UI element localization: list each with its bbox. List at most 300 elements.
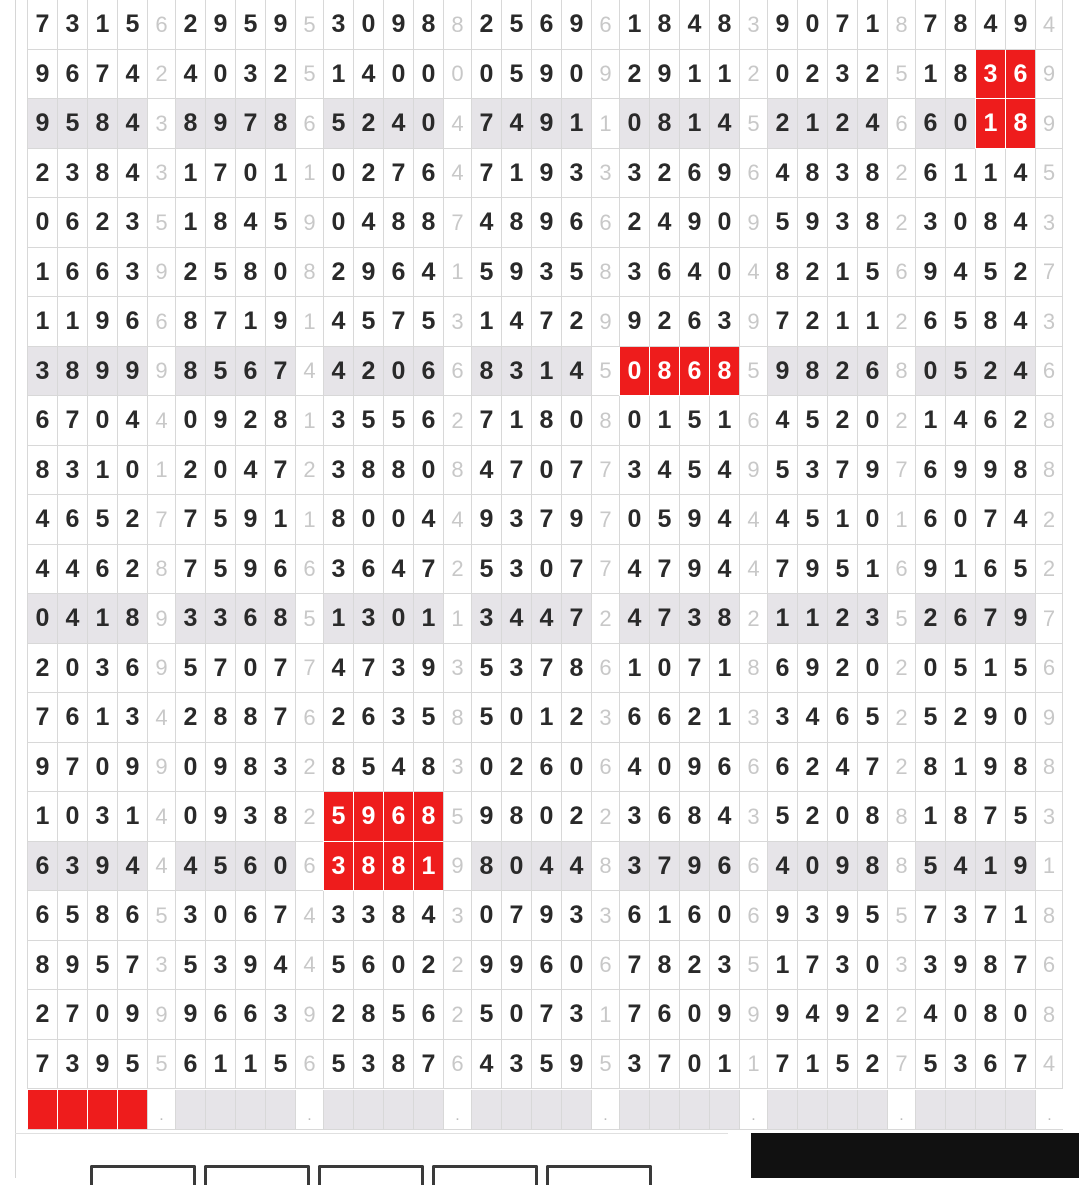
grid-digit[interactable]: 8 — [323, 743, 353, 792]
grid-digit[interactable]: 1 — [709, 1040, 739, 1089]
grid-digit[interactable]: 3 — [353, 891, 383, 941]
grid-digit[interactable]: 8 — [975, 198, 1005, 248]
grid-digit[interactable]: 9 — [117, 743, 147, 792]
grid-digit[interactable]: 3 — [915, 198, 945, 248]
grid-digit[interactable]: 4 — [383, 545, 413, 594]
bottom-dark-panel[interactable] — [751, 1133, 1079, 1178]
grid-digit[interactable]: 9 — [797, 198, 827, 248]
grid-digit[interactable]: 3 — [531, 248, 561, 297]
footer-marker-cell[interactable] — [915, 1090, 945, 1130]
grid-digit[interactable]: 8 — [413, 0, 443, 50]
grid-digit[interactable]: 8 — [1005, 743, 1035, 792]
grid-digit[interactable]: 0 — [679, 990, 709, 1040]
grid-digit[interactable]: 3 — [57, 446, 87, 495]
grid-digit[interactable]: 0 — [413, 99, 443, 149]
grid-digit[interactable]: 4 — [709, 545, 739, 594]
grid-digit[interactable]: 9 — [915, 248, 945, 297]
grid-digit[interactable]: 5 — [915, 693, 945, 743]
grid-digit[interactable]: 1 — [767, 941, 797, 990]
grid-digit[interactable]: 2 — [175, 248, 205, 297]
grid-digit[interactable]: 4 — [117, 50, 147, 99]
grid-digit[interactable]: 7 — [87, 50, 117, 99]
grid-digit[interactable]: 5 — [1005, 644, 1035, 693]
grid-digit[interactable]: 4 — [679, 248, 709, 297]
grid-digit[interactable]: 4 — [1005, 198, 1035, 248]
grid-digit[interactable]: 2 — [1005, 396, 1035, 446]
grid-digit[interactable]: 6 — [117, 297, 147, 347]
grid-digit[interactable]: 2 — [797, 297, 827, 347]
grid-digit[interactable]: 1 — [857, 545, 887, 594]
grid-digit[interactable]: 3 — [117, 198, 147, 248]
grid-digit[interactable]: 0 — [915, 347, 945, 396]
grid-digit[interactable]: 0 — [57, 792, 87, 842]
footer-marker-cell[interactable] — [323, 1090, 353, 1130]
grid-digit[interactable]: 6 — [57, 248, 87, 297]
grid-digit[interactable]: 2 — [175, 0, 205, 50]
grid-digit[interactable]: 6 — [649, 693, 679, 743]
grid-digit[interactable]: 1 — [235, 297, 265, 347]
grid-digit[interactable]: 9 — [117, 990, 147, 1040]
grid-digit[interactable]: 5 — [679, 446, 709, 495]
grid-digit[interactable]: 0 — [1005, 693, 1035, 743]
grid-digit[interactable]: 8 — [857, 198, 887, 248]
grid-digit[interactable]: 1 — [797, 99, 827, 149]
grid-digit[interactable]: 9 — [531, 891, 561, 941]
grid-digit[interactable]: 2 — [945, 693, 975, 743]
grid-digit[interactable]: 7 — [175, 495, 205, 545]
grid-digit[interactable]: 7 — [561, 446, 591, 495]
grid-digit[interactable]: 8 — [1005, 99, 1035, 149]
grid-digit[interactable]: 8 — [679, 792, 709, 842]
grid-digit[interactable]: 8 — [353, 990, 383, 1040]
grid-digit[interactable]: 6 — [915, 149, 945, 198]
grid-digit[interactable]: 6 — [915, 446, 945, 495]
grid-digit[interactable]: 5 — [205, 545, 235, 594]
grid-digit[interactable]: 3 — [501, 347, 531, 396]
grid-digit[interactable]: 4 — [175, 842, 205, 891]
grid-digit[interactable]: 9 — [975, 743, 1005, 792]
grid-digit[interactable]: 4 — [797, 990, 827, 1040]
grid-digit[interactable]: 6 — [975, 545, 1005, 594]
grid-digit[interactable]: 9 — [205, 0, 235, 50]
grid-digit[interactable]: 4 — [945, 842, 975, 891]
grid-digit[interactable]: 0 — [619, 396, 649, 446]
grid-digit[interactable]: 8 — [383, 446, 413, 495]
grid-digit[interactable]: 6 — [709, 743, 739, 792]
grid-digit[interactable]: 1 — [323, 50, 353, 99]
grid-digit[interactable]: 8 — [975, 297, 1005, 347]
grid-digit[interactable]: 3 — [945, 1040, 975, 1089]
grid-digit[interactable]: 8 — [175, 99, 205, 149]
grid-digit[interactable]: 1 — [87, 693, 117, 743]
grid-digit[interactable]: 9 — [679, 743, 709, 792]
grid-digit[interactable]: 6 — [945, 594, 975, 644]
grid-digit[interactable]: 4 — [1005, 347, 1035, 396]
grid-digit[interactable]: 2 — [857, 50, 887, 99]
grid-digit[interactable]: 9 — [27, 99, 57, 149]
grid-digit[interactable]: 5 — [561, 248, 591, 297]
grid-digit[interactable]: 1 — [827, 495, 857, 545]
grid-digit[interactable]: 0 — [323, 149, 353, 198]
grid-digit[interactable]: 0 — [205, 446, 235, 495]
grid-digit[interactable]: 0 — [471, 50, 501, 99]
grid-digit[interactable]: 0 — [797, 0, 827, 50]
grid-digit[interactable]: 9 — [915, 545, 945, 594]
grid-digit[interactable]: 4 — [619, 743, 649, 792]
grid-digit[interactable]: 2 — [975, 347, 1005, 396]
grid-digit[interactable]: 0 — [235, 149, 265, 198]
grid-digit[interactable]: 6 — [235, 891, 265, 941]
grid-digit[interactable]: 9 — [531, 99, 561, 149]
grid-digit[interactable]: 3 — [709, 941, 739, 990]
grid-digit[interactable]: 9 — [265, 0, 295, 50]
grid-digit[interactable]: 9 — [561, 1040, 591, 1089]
grid-digit[interactable]: 2 — [797, 248, 827, 297]
grid-digit[interactable]: 7 — [265, 693, 295, 743]
grid-digit[interactable]: 1 — [709, 396, 739, 446]
grid-digit[interactable]: 8 — [975, 941, 1005, 990]
grid-digit[interactable]: 3 — [235, 50, 265, 99]
grid-digit[interactable]: 0 — [27, 198, 57, 248]
footer-marker-cell[interactable] — [205, 1090, 235, 1130]
grid-digit[interactable]: 6 — [353, 545, 383, 594]
grid-digit[interactable]: 7 — [265, 891, 295, 941]
grid-digit[interactable]: 1 — [945, 149, 975, 198]
grid-digit[interactable]: 6 — [57, 693, 87, 743]
grid-digit[interactable]: 9 — [767, 0, 797, 50]
grid-digit[interactable]: 5 — [265, 1040, 295, 1089]
grid-digit[interactable]: 3 — [353, 594, 383, 644]
grid-digit[interactable]: 9 — [205, 792, 235, 842]
footer-marker-cell[interactable] — [709, 1090, 739, 1130]
grid-digit[interactable]: 1 — [1005, 891, 1035, 941]
grid-digit[interactable]: 3 — [57, 0, 87, 50]
grid-digit[interactable]: 1 — [619, 0, 649, 50]
grid-digit[interactable]: 4 — [501, 297, 531, 347]
grid-digit[interactable]: 1 — [117, 792, 147, 842]
grid-digit[interactable]: 8 — [857, 792, 887, 842]
grid-digit[interactable]: 9 — [827, 891, 857, 941]
grid-digit[interactable]: 5 — [915, 842, 945, 891]
grid-digit[interactable]: 8 — [27, 446, 57, 495]
grid-digit[interactable]: 9 — [561, 0, 591, 50]
grid-digit[interactable]: 2 — [619, 198, 649, 248]
grid-digit[interactable]: 2 — [857, 990, 887, 1040]
footer-marker-cell[interactable] — [619, 1090, 649, 1130]
grid-digit[interactable]: 4 — [945, 396, 975, 446]
grid-digit[interactable]: 6 — [235, 990, 265, 1040]
grid-digit[interactable]: 8 — [649, 99, 679, 149]
grid-digit[interactable]: 4 — [767, 495, 797, 545]
grid-digit[interactable]: 6 — [235, 347, 265, 396]
grid-digit[interactable]: 4 — [709, 495, 739, 545]
grid-digit[interactable]: 4 — [797, 693, 827, 743]
toolbar-button[interactable] — [318, 1165, 424, 1185]
grid-digit[interactable]: 6 — [915, 99, 945, 149]
grid-digit[interactable]: 9 — [767, 990, 797, 1040]
grid-digit[interactable]: 2 — [827, 594, 857, 644]
grid-digit[interactable]: 5 — [501, 50, 531, 99]
grid-digit[interactable]: 7 — [767, 1040, 797, 1089]
grid-digit[interactable]: 0 — [531, 545, 561, 594]
grid-digit[interactable]: 9 — [649, 50, 679, 99]
grid-digit[interactable]: 9 — [679, 495, 709, 545]
grid-digit[interactable]: 0 — [679, 1040, 709, 1089]
grid-digit[interactable]: 3 — [797, 891, 827, 941]
grid-digit[interactable]: 0 — [383, 594, 413, 644]
grid-digit[interactable]: 5 — [797, 396, 827, 446]
grid-digit[interactable]: 1 — [205, 1040, 235, 1089]
grid-digit[interactable]: 5 — [235, 0, 265, 50]
grid-digit[interactable]: 7 — [117, 941, 147, 990]
grid-digit[interactable]: 0 — [827, 792, 857, 842]
grid-digit[interactable]: 6 — [1005, 50, 1035, 99]
grid-digit[interactable]: 8 — [265, 792, 295, 842]
grid-digit[interactable]: 0 — [945, 99, 975, 149]
grid-digit[interactable]: 6 — [87, 545, 117, 594]
grid-digit[interactable]: 3 — [235, 792, 265, 842]
grid-digit[interactable]: 4 — [471, 198, 501, 248]
grid-digit[interactable]: 5 — [501, 0, 531, 50]
grid-digit[interactable]: 7 — [413, 545, 443, 594]
grid-digit[interactable]: 5 — [57, 99, 87, 149]
grid-digit[interactable]: 6 — [413, 990, 443, 1040]
grid-digit[interactable]: 3 — [57, 1040, 87, 1089]
grid-digit[interactable]: 3 — [323, 0, 353, 50]
grid-digit[interactable]: 4 — [265, 941, 295, 990]
grid-digit[interactable]: 9 — [501, 248, 531, 297]
grid-digit[interactable]: 2 — [413, 941, 443, 990]
grid-digit[interactable]: 2 — [175, 446, 205, 495]
grid-digit[interactable]: 4 — [649, 198, 679, 248]
grid-digit[interactable]: 0 — [413, 50, 443, 99]
grid-digit[interactable]: 9 — [857, 446, 887, 495]
grid-digit[interactable]: 6 — [383, 248, 413, 297]
grid-digit[interactable]: 1 — [827, 248, 857, 297]
grid-digit[interactable]: 7 — [265, 644, 295, 693]
grid-digit[interactable]: 2 — [827, 644, 857, 693]
grid-digit[interactable]: 7 — [471, 99, 501, 149]
grid-digit[interactable]: 1 — [413, 842, 443, 891]
grid-digit[interactable]: 2 — [797, 50, 827, 99]
grid-digit[interactable]: 5 — [767, 198, 797, 248]
grid-digit[interactable]: 8 — [413, 198, 443, 248]
grid-digit[interactable]: 4 — [531, 842, 561, 891]
grid-digit[interactable]: 5 — [1005, 792, 1035, 842]
grid-digit[interactable]: 3 — [619, 446, 649, 495]
grid-digit[interactable]: 1 — [679, 99, 709, 149]
grid-digit[interactable]: 0 — [709, 198, 739, 248]
grid-digit[interactable]: 6 — [27, 396, 57, 446]
grid-digit[interactable]: 1 — [945, 743, 975, 792]
grid-digit[interactable]: 2 — [1005, 248, 1035, 297]
grid-digit[interactable]: 9 — [471, 941, 501, 990]
grid-digit[interactable]: 9 — [205, 396, 235, 446]
grid-digit[interactable]: 5 — [827, 545, 857, 594]
grid-digit[interactable]: 2 — [857, 1040, 887, 1089]
grid-digit[interactable]: 1 — [709, 693, 739, 743]
grid-digit[interactable]: 9 — [797, 545, 827, 594]
grid-digit[interactable]: 1 — [87, 446, 117, 495]
grid-digit[interactable]: 0 — [561, 50, 591, 99]
grid-digit[interactable]: 3 — [619, 1040, 649, 1089]
grid-digit[interactable]: 7 — [619, 941, 649, 990]
grid-digit[interactable]: 4 — [383, 99, 413, 149]
grid-digit[interactable]: 3 — [87, 644, 117, 693]
grid-digit[interactable]: 6 — [383, 792, 413, 842]
grid-digit[interactable]: 3 — [57, 842, 87, 891]
grid-digit[interactable]: 4 — [27, 495, 57, 545]
grid-digit[interactable]: 5 — [323, 792, 353, 842]
grid-digit[interactable]: 9 — [1005, 842, 1035, 891]
grid-digit[interactable]: 8 — [323, 495, 353, 545]
grid-digit[interactable]: 4 — [323, 644, 353, 693]
grid-digit[interactable]: 7 — [27, 0, 57, 50]
grid-digit[interactable]: 8 — [175, 347, 205, 396]
grid-digit[interactable]: 3 — [117, 248, 147, 297]
grid-digit[interactable]: 3 — [709, 297, 739, 347]
grid-digit[interactable]: 8 — [501, 198, 531, 248]
grid-digit[interactable]: 6 — [235, 594, 265, 644]
grid-digit[interactable]: 4 — [471, 446, 501, 495]
grid-digit[interactable]: 8 — [975, 990, 1005, 1040]
footer-marker-cell[interactable] — [679, 1090, 709, 1130]
grid-digit[interactable]: 3 — [27, 347, 57, 396]
grid-digit[interactable]: 1 — [915, 396, 945, 446]
footer-marker-cell[interactable] — [413, 1090, 443, 1130]
grid-digit[interactable]: 8 — [353, 842, 383, 891]
grid-digit[interactable]: 0 — [175, 792, 205, 842]
grid-digit[interactable]: 5 — [353, 297, 383, 347]
grid-digit[interactable]: 5 — [471, 644, 501, 693]
grid-digit[interactable]: 1 — [501, 396, 531, 446]
grid-digit[interactable]: 6 — [649, 248, 679, 297]
grid-digit[interactable]: 5 — [323, 1040, 353, 1089]
grid-digit[interactable]: 5 — [117, 0, 147, 50]
grid-digit[interactable]: 2 — [235, 396, 265, 446]
grid-digit[interactable]: 2 — [323, 990, 353, 1040]
grid-digit[interactable]: 4 — [117, 396, 147, 446]
grid-digit[interactable]: 5 — [857, 891, 887, 941]
grid-digit[interactable]: 0 — [87, 990, 117, 1040]
grid-digit[interactable]: 7 — [679, 644, 709, 693]
grid-digit[interactable]: 4 — [649, 446, 679, 495]
footer-marker-cell[interactable] — [471, 1090, 501, 1130]
grid-digit[interactable]: 1 — [767, 594, 797, 644]
grid-digit[interactable]: 0 — [857, 495, 887, 545]
grid-digit[interactable]: 1 — [175, 149, 205, 198]
toolbar-button[interactable] — [546, 1165, 652, 1185]
grid-digit[interactable]: 8 — [265, 594, 295, 644]
grid-digit[interactable]: 9 — [471, 495, 501, 545]
grid-digit[interactable]: 9 — [87, 1040, 117, 1089]
grid-digit[interactable]: 4 — [413, 891, 443, 941]
grid-digit[interactable]: 0 — [323, 198, 353, 248]
grid-digit[interactable]: 4 — [679, 0, 709, 50]
grid-digit[interactable]: 1 — [265, 495, 295, 545]
grid-digit[interactable]: 3 — [561, 891, 591, 941]
grid-digit[interactable]: 9 — [205, 99, 235, 149]
grid-digit[interactable]: 9 — [235, 941, 265, 990]
grid-digit[interactable]: 1 — [945, 545, 975, 594]
grid-digit[interactable]: 6 — [117, 644, 147, 693]
grid-digit[interactable]: 5 — [413, 297, 443, 347]
grid-digit[interactable]: 8 — [531, 396, 561, 446]
grid-digit[interactable]: 2 — [501, 743, 531, 792]
grid-digit[interactable]: 9 — [175, 990, 205, 1040]
grid-digit[interactable]: 9 — [413, 644, 443, 693]
grid-digit[interactable]: 3 — [827, 149, 857, 198]
grid-digit[interactable]: 9 — [1005, 594, 1035, 644]
grid-digit[interactable]: 8 — [87, 149, 117, 198]
grid-digit[interactable]: 4 — [323, 297, 353, 347]
grid-digit[interactable]: 9 — [27, 50, 57, 99]
grid-digit[interactable]: 0 — [383, 495, 413, 545]
grid-digit[interactable]: 2 — [353, 149, 383, 198]
grid-digit[interactable]: 5 — [1005, 545, 1035, 594]
grid-digit[interactable]: 3 — [87, 792, 117, 842]
grid-digit[interactable]: 0 — [561, 743, 591, 792]
grid-digit[interactable]: 6 — [975, 1040, 1005, 1089]
grid-digit[interactable]: 0 — [649, 743, 679, 792]
grid-digit[interactable]: 3 — [619, 842, 649, 891]
grid-digit[interactable]: 6 — [827, 693, 857, 743]
grid-digit[interactable]: 3 — [827, 198, 857, 248]
grid-digit[interactable]: 0 — [265, 842, 295, 891]
grid-digit[interactable]: 1 — [797, 1040, 827, 1089]
grid-digit[interactable]: 7 — [471, 149, 501, 198]
grid-digit[interactable]: 5 — [471, 990, 501, 1040]
grid-digit[interactable]: 8 — [383, 198, 413, 248]
grid-digit[interactable]: 9 — [709, 990, 739, 1040]
footer-marker-cell[interactable] — [87, 1090, 117, 1130]
grid-digit[interactable]: 6 — [679, 891, 709, 941]
grid-digit[interactable]: 5 — [205, 248, 235, 297]
grid-digit[interactable]: 7 — [471, 396, 501, 446]
grid-digit[interactable]: 6 — [117, 891, 147, 941]
grid-digit[interactable]: 9 — [531, 149, 561, 198]
grid-digit[interactable]: 9 — [709, 149, 739, 198]
grid-digit[interactable]: 1 — [87, 0, 117, 50]
grid-digit[interactable]: 7 — [649, 1040, 679, 1089]
grid-digit[interactable]: 4 — [561, 347, 591, 396]
grid-digit[interactable]: 0 — [205, 50, 235, 99]
grid-digit[interactable]: 2 — [117, 545, 147, 594]
footer-marker-cell[interactable] — [383, 1090, 413, 1130]
grid-digit[interactable]: 7 — [57, 990, 87, 1040]
grid-digit[interactable]: 4 — [709, 446, 739, 495]
grid-digit[interactable]: 2 — [679, 693, 709, 743]
grid-digit[interactable]: 3 — [383, 693, 413, 743]
grid-digit[interactable]: 6 — [975, 396, 1005, 446]
grid-digit[interactable]: 6 — [235, 842, 265, 891]
grid-digit[interactable]: 7 — [857, 743, 887, 792]
grid-digit[interactable]: 9 — [975, 693, 1005, 743]
grid-digit[interactable]: 0 — [945, 990, 975, 1040]
grid-digit[interactable]: 7 — [561, 545, 591, 594]
grid-digit[interactable]: 2 — [649, 297, 679, 347]
grid-digit[interactable]: 5 — [175, 941, 205, 990]
grid-digit[interactable]: 0 — [649, 644, 679, 693]
grid-digit[interactable]: 8 — [175, 297, 205, 347]
grid-digit[interactable]: 8 — [383, 891, 413, 941]
grid-digit[interactable]: 8 — [383, 842, 413, 891]
grid-digit[interactable]: 7 — [501, 891, 531, 941]
grid-digit[interactable]: 2 — [27, 644, 57, 693]
grid-digit[interactable]: 0 — [857, 644, 887, 693]
grid-digit[interactable]: 7 — [531, 495, 561, 545]
grid-digit[interactable]: 4 — [975, 0, 1005, 50]
